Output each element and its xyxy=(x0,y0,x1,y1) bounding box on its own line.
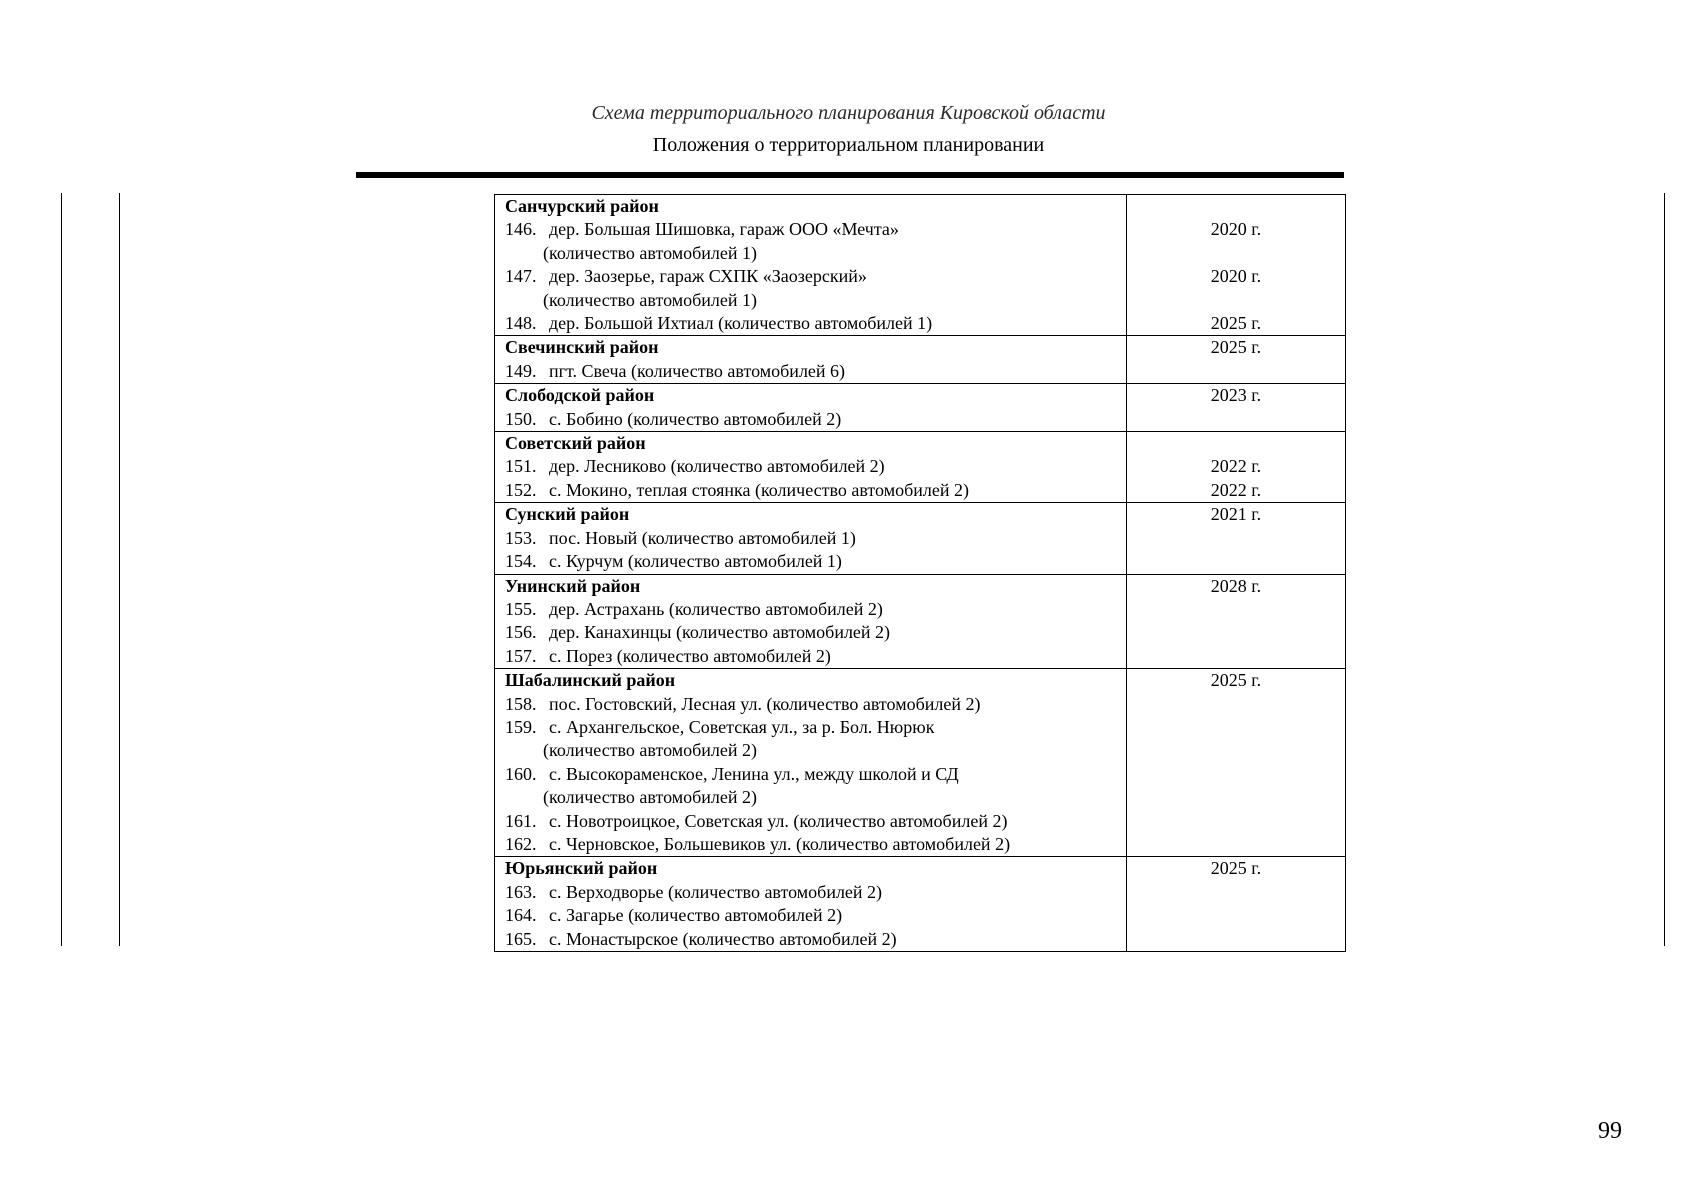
item-number: 163. xyxy=(505,881,537,902)
list-item xyxy=(505,408,1126,431)
district-cell xyxy=(495,857,1127,952)
item-year: 2020 г. xyxy=(1210,219,1262,240)
item-text: дер. Большой Ихтиал (количество автомобилей 1) xyxy=(549,313,933,334)
item-text: дер. Лесниково (количество автомобилей 2) xyxy=(549,456,885,477)
list-item xyxy=(505,527,1126,550)
district-name: Санчурский район xyxy=(505,196,659,216)
item-year xyxy=(1127,645,1345,668)
district-cell xyxy=(495,336,1127,384)
table-row xyxy=(495,195,1346,336)
item-number: 152. xyxy=(505,479,537,500)
item-number: 158. xyxy=(505,693,537,714)
item-number: 164. xyxy=(505,905,537,926)
item-text: пгт. Свеча (количество автомобилей 6) xyxy=(549,360,846,381)
list-item xyxy=(505,881,1126,904)
table-row xyxy=(495,384,1346,432)
district-name: Советский район xyxy=(505,433,646,454)
item-text: с. Высокораменское, Ленина ул., между школой и СД xyxy=(549,763,959,784)
year-spacer xyxy=(1127,786,1345,809)
year-cell xyxy=(1126,336,1345,384)
item-number: 161. xyxy=(505,810,537,831)
district-cell xyxy=(495,574,1127,669)
page-header-title: Схема территориального планирования Кировской области xyxy=(591,102,1106,124)
district-name: Сунский район xyxy=(505,504,630,525)
district-cell xyxy=(495,384,1127,432)
item-number: 157. xyxy=(505,645,537,666)
list-item xyxy=(505,312,1126,335)
item-text: с. Верходворье (количество автомобилей 2) xyxy=(549,881,883,902)
list-item xyxy=(505,833,1126,856)
item-number: 148. xyxy=(505,313,537,334)
district-year: 2025 г. xyxy=(1210,670,1262,691)
list-item xyxy=(505,810,1126,833)
table-row xyxy=(495,857,1346,952)
item-text: с. Курчум (количество автомобилей 1) xyxy=(549,551,842,572)
year-cell xyxy=(1126,503,1345,574)
list-item xyxy=(505,550,1126,573)
year-spacer xyxy=(1127,289,1345,312)
item-number: 147. xyxy=(505,266,537,287)
district-name: Унинский район xyxy=(505,575,641,596)
item-number: 153. xyxy=(505,527,537,548)
list-item xyxy=(505,621,1126,644)
list-item xyxy=(505,455,1126,478)
item-number: 149. xyxy=(505,360,537,381)
list-item xyxy=(505,645,1126,668)
district-year xyxy=(1127,432,1345,455)
item-year: 2022 г. xyxy=(1210,479,1262,500)
year-cell xyxy=(1126,669,1345,857)
item-text: с. Новотроицкое, Советская ул. (количество автомобилей 2) xyxy=(549,810,1008,831)
item-number: 160. xyxy=(505,763,537,784)
item-number: 154. xyxy=(505,551,537,572)
facilities-table xyxy=(494,194,1346,952)
item-text: пос. Гостовский, Лесная ул. (количество автомобилей 2) xyxy=(549,693,981,714)
district-name: Свечинский район xyxy=(505,337,659,358)
list-item xyxy=(505,479,1126,502)
item-number: 155. xyxy=(505,598,537,619)
year-cell xyxy=(1126,384,1345,432)
item-text: дер. Астрахань (количество автомобилей 2) xyxy=(549,598,883,619)
item-number: 146. xyxy=(505,219,537,240)
district-name: Юрьянский район xyxy=(505,858,658,879)
list-item xyxy=(505,265,1126,288)
table-row xyxy=(495,336,1346,384)
list-item xyxy=(505,716,1126,739)
item-year xyxy=(1127,360,1345,383)
margin-line-left-1 xyxy=(61,193,62,946)
list-item xyxy=(505,928,1126,951)
item-text: дер. Канахинцы (количество автомобилей 2) xyxy=(549,622,891,643)
margin-line-left-2 xyxy=(119,193,120,946)
item-text: с. Черновское, Большевиков ул. (количество автомобилей 2) xyxy=(549,833,1011,854)
item-year xyxy=(1127,904,1345,927)
item-text-continuation: (количество автомобилей 1) xyxy=(543,289,758,310)
item-number: 151. xyxy=(505,456,537,477)
district-cell xyxy=(495,195,1127,336)
item-year xyxy=(1127,693,1345,716)
item-year xyxy=(1127,833,1345,856)
district-cell xyxy=(495,503,1127,574)
list-item xyxy=(505,218,1126,241)
item-year: 2025 г. xyxy=(1210,312,1262,333)
item-number: 165. xyxy=(505,928,537,949)
page-number: 99 xyxy=(1598,1118,1622,1144)
header-rule xyxy=(356,172,1344,178)
district-name: Шабалинский район xyxy=(505,670,676,691)
year-spacer xyxy=(1127,242,1345,265)
item-year xyxy=(1127,408,1345,431)
item-text: дер. Большая Шишовка, гараж ООО «Мечта» xyxy=(549,219,899,240)
item-text-continuation: (количество автомобилей 1) xyxy=(543,242,758,263)
page-header-subtitle: Положения о территориальном планировании xyxy=(652,134,1045,156)
item-number: 150. xyxy=(505,408,537,429)
year-cell xyxy=(1126,574,1345,669)
item-text: с. Мокино, теплая стоянка (количество автомобилей 2) xyxy=(549,479,969,500)
district-cell xyxy=(495,669,1127,857)
item-text: с. Загарье (количество автомобилей 2) xyxy=(549,905,843,926)
district-year xyxy=(1127,195,1345,218)
item-text: с. Монастырское (количество автомобилей 2) xyxy=(549,928,897,949)
list-item xyxy=(505,598,1126,621)
item-text: пос. Новый (количество автомобилей 1) xyxy=(549,527,856,548)
item-year xyxy=(1127,716,1345,739)
item-year xyxy=(1127,527,1345,550)
item-text-continuation: (количество автомобилей 2) xyxy=(543,740,758,761)
table-row xyxy=(495,574,1346,669)
item-text: дер. Заозерье, гараж СХПК «Заозерский» xyxy=(549,266,867,287)
district-year: 2025 г. xyxy=(1210,858,1262,879)
item-year xyxy=(1127,598,1345,621)
list-item xyxy=(505,904,1126,927)
item-year xyxy=(1127,881,1345,904)
table-row xyxy=(495,669,1346,857)
item-year xyxy=(1127,763,1345,786)
year-cell xyxy=(1126,857,1345,952)
item-year: 2020 г. xyxy=(1210,266,1262,287)
item-year xyxy=(1127,550,1345,573)
item-year xyxy=(1127,928,1345,951)
item-number: 162. xyxy=(505,833,537,854)
item-text: с. Бобино (количество автомобилей 2) xyxy=(549,408,842,429)
item-year xyxy=(1127,809,1345,832)
district-year: 2023 г. xyxy=(1210,385,1262,406)
district-cell xyxy=(495,432,1127,503)
table-row xyxy=(495,432,1346,503)
district-year: 2025 г. xyxy=(1210,337,1262,358)
item-text-continuation: (количество автомобилей 2) xyxy=(543,787,758,808)
item-text: с. Порез (количество автомобилей 2) xyxy=(549,645,831,666)
item-number: 156. xyxy=(505,622,537,643)
year-cell xyxy=(1126,432,1345,503)
item-year xyxy=(1127,621,1345,644)
item-number: 159. xyxy=(505,716,537,737)
district-year: 2028 г. xyxy=(1210,575,1262,596)
district-name: Слободской район xyxy=(505,385,655,406)
list-item xyxy=(505,693,1126,716)
list-item xyxy=(505,360,1126,383)
item-year: 2022 г. xyxy=(1210,456,1262,477)
margin-line-right xyxy=(1664,193,1665,946)
district-year: 2021 г. xyxy=(1210,504,1262,525)
year-spacer xyxy=(1127,739,1345,762)
list-item xyxy=(505,763,1126,786)
item-text: с. Архангельское, Советская ул., за р. Бол. Нюрюк xyxy=(549,716,935,737)
year-cell xyxy=(1126,195,1345,336)
table-row xyxy=(495,503,1346,574)
